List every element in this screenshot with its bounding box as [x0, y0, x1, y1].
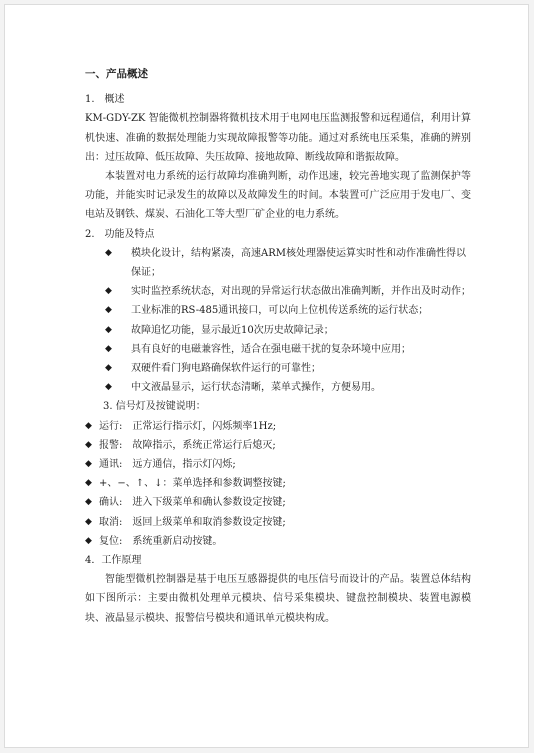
bullet-icon: ◆ — [105, 247, 112, 258]
list-item: ◆ 取消: 返回上级菜单和取消参数设定按键; — [85, 513, 471, 532]
bullet-icon: ◆ — [85, 459, 92, 470]
list-item: ◆ 复位: 系统重新启动按键。 — [85, 532, 471, 551]
paragraph-principle: 智能型微机控制器是基于电压互感器提供的电压信号而设计的产品。装置总体结构如下图所示：主要由微机处理单元模块、信号采集模块、键盘控制模块、装置电源模块、液晶显示模块、报警信号模块和通讯单元模块构成。 — [85, 574, 471, 624]
bullet-icon: ◆ — [85, 420, 92, 431]
list-item: ◆ 运行: 正常运行指示灯，闪烁频率1Hz; — [85, 417, 471, 436]
list-item: ◆ 模块化设计，结构紧凑，高速ARM核处理器使运算实时性和动作准确性得以保证； — [85, 244, 471, 282]
list-item: ◆ 实时监控系统状态，对出现的异常运行状态做出准确判断，并作出及时动作； — [85, 282, 471, 301]
document-page — [4, 4, 529, 748]
list-item: ◆ 工业标准的RS-485通讯接口，可以向上位机传送系统的运行状态； — [85, 301, 471, 320]
document-body — [85, 65, 471, 628]
list-item: ◆ 具有良好的电磁兼容性，适合在强电磁干扰的复杂环境中应用； — [85, 340, 471, 359]
signal-key-list — [85, 417, 471, 551]
paragraph-application: 本装置对电力系统的运行故障均准确判断，动作迅速，较完善地实现了监测保护等功能，并能实时记录发生的故障以及故障发生的时间。本装置可广泛应用于发电厂、变电站及钢铁、煤炭、石油化工等大型厂矿企业的电力系统。 — [85, 171, 471, 221]
feature-list — [85, 244, 471, 398]
subsection-title-signals: 3. 信号灯及按键说明： — [103, 401, 206, 413]
list-item: ◆ 确认: 进入下级菜单和确认参数设定按键; — [85, 493, 471, 512]
bullet-icon: ◆ — [105, 363, 112, 374]
bullet-icon: ◆ — [85, 535, 92, 546]
bullet-icon: ◆ — [85, 478, 92, 489]
bullet-icon: ◆ — [105, 382, 112, 393]
subsection-title-principle: 4．工作原理 — [85, 555, 142, 567]
bullet-icon: ◆ — [105, 324, 112, 335]
bullet-icon: ◆ — [85, 497, 92, 508]
bullet-icon: ◆ — [85, 516, 92, 527]
list-item: ◆ 通讯: 远方通信，指示灯闪烁; — [85, 455, 471, 474]
subsection-title-overview: 1. 概述 — [85, 94, 125, 106]
section-heading: 一、产品概述 — [85, 68, 148, 80]
list-item: ◆ 双硬件看门狗电路确保软件运行的可靠性； — [85, 359, 471, 378]
bullet-icon: ◆ — [105, 305, 112, 316]
bullet-icon: ◆ — [105, 286, 112, 297]
subsection-title-features: 2. 功能及特点 — [85, 228, 155, 240]
list-item: ◆ 报警: 故障指示，系统正常运行后熄灭; — [85, 436, 471, 455]
paragraph-overview: KM-GDY-ZK 智能微机控制器将微机技术用于电网电压监测报警和远程通信，利用计算机快速、准确的数据处理能力实现故障报警等功能。通过对系统电压采集，准确的辨别出：过压故障、低压故障、失压故障、接地故障、断线故障和谐振故障。 — [85, 113, 471, 163]
list-item: ◆ 故障追忆功能，显示最近10次历史故障记录； — [85, 321, 471, 340]
bullet-icon: ◆ — [105, 343, 112, 354]
bullet-icon: ◆ — [85, 439, 92, 450]
list-item: ◆ +、−、↑、↓：菜单选择和参数调整按键; — [85, 474, 471, 493]
list-item: ◆ 中文液晶显示，运行状态清晰，菜单式操作，方便易用。 — [85, 378, 471, 397]
